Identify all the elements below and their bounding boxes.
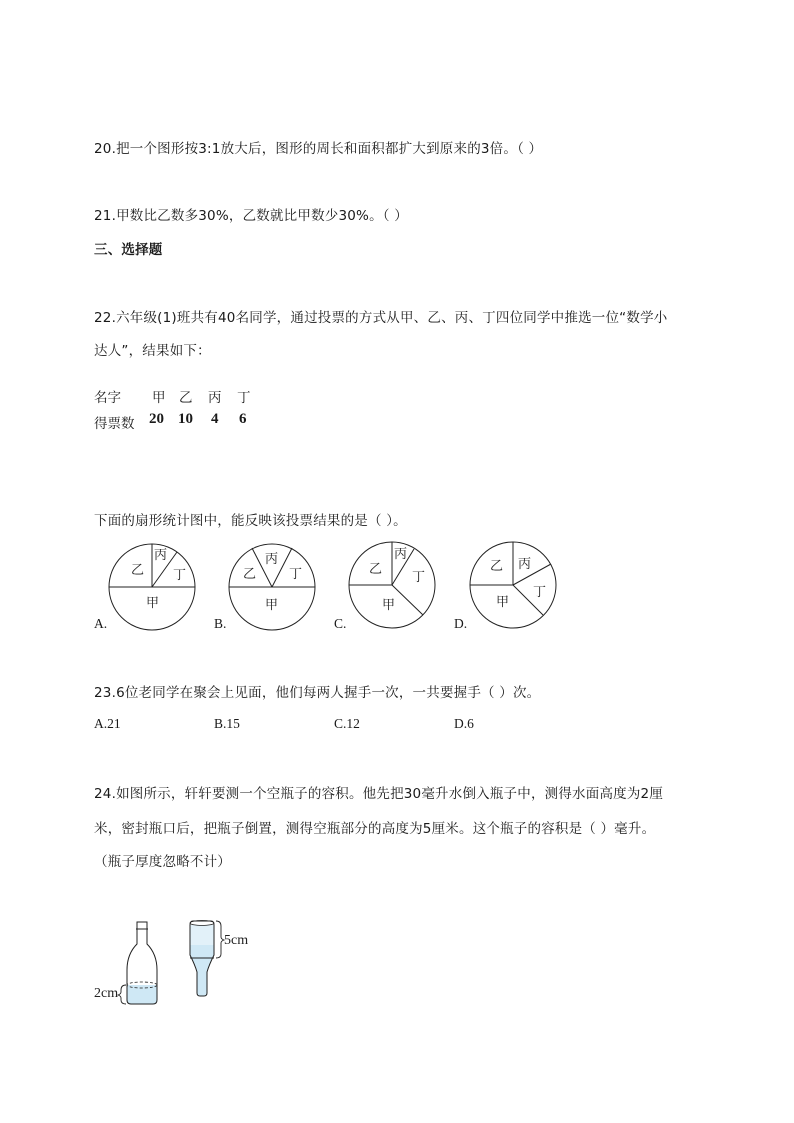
pie-c-label-bing: 丙 [394,547,408,562]
pie-d-label-bing: 丙 [518,557,532,572]
pie-c-label-ding: 丁 [412,570,426,585]
question-23: 23.6位老同学在聚会上见面，他们每两人握手一次，一共要握手（ ）次。 [94,685,541,701]
pie-option-a-label: A. [94,616,108,631]
question-24-line1: 24.如图所示，轩轩要测一个空瓶子的容积。他先把30毫升水倒入瓶子中，测得水面高度为2厘 [94,786,664,802]
bottle-diagram [0,910,794,1020]
table-header-jia: 甲 [152,390,166,406]
pie-option-d-label: D. [454,616,468,631]
pie-b-label-bing: 丙 [265,552,279,567]
bottle-inverted-air [190,925,214,945]
brace-2cm [118,985,126,1004]
table-votes-yi: 10 [178,411,193,427]
pie-b-label-jia: 甲 [265,598,279,613]
pie-b-label-yi: 乙 [243,567,257,582]
label-5cm: 5cm [224,933,249,948]
section-heading-choice: 三、选择题 [94,242,163,258]
pie-option-c-label: C. [334,616,347,631]
question-22-line2: 达人”，结果如下： [94,343,211,359]
table-header-ding: 丁 [237,390,251,406]
pie-a-label-ding: 丁 [173,568,187,583]
table-votes-jia: 20 [149,411,164,427]
table-votes-label: 得票数 [94,416,135,432]
pie-d-label-ding: 丁 [533,585,547,600]
pie-chart-options [0,540,794,640]
pie-option-a [109,544,195,630]
pie-a-label-bing: 丙 [154,548,168,563]
pie-option-c [349,542,435,628]
question-22-prompt: 下面的扇形统计图中，能反映该投票结果的是（ ）。 [94,513,407,529]
table-votes-bing: 4 [211,411,219,427]
question-22-line1: 22.六年级(1)班共有40名同学，通过投票的方式从甲、乙、丙、丁四位同学中推选一位“数学小 [94,310,668,326]
bottle-inverted-water [190,945,214,996]
pie-d-label-yi: 乙 [490,559,504,574]
table-header-yi: 乙 [179,390,193,406]
pie-c-label-yi: 乙 [369,562,383,577]
question-20: 20.把一个图形按3:1放大后，图形的周长和面积都扩大到原来的3倍。（ ） [94,141,543,157]
pie-d-label-jia: 甲 [496,595,510,610]
table-header-bing: 丙 [208,390,222,406]
question-24-line3: （瓶子厚度忽略不计） [94,854,231,870]
question-24-line2: 米，密封瓶口后，把瓶子倒置，测得空瓶部分的高度为5厘米。这个瓶子的容积是（ ）毫升。 [94,821,656,837]
q23-option-d: D.6 [454,716,474,731]
table-votes-ding: 6 [239,411,247,427]
question-21: 21.甲数比乙数多30%，乙数就比甲数少30%。（ ） [94,208,408,224]
q23-option-a: A.21 [94,716,121,731]
table-header-name: 名字 [94,390,121,406]
q23-option-c: C.12 [334,716,360,731]
brace-5cm [216,921,224,958]
pie-c-label-jia: 甲 [382,598,396,613]
q23-option-b: B.15 [214,716,240,731]
pie-a-label-jia: 甲 [146,596,160,611]
pie-a-label-yi: 乙 [131,563,145,578]
pie-b-label-ding: 丁 [289,567,303,582]
pie-option-b-label: B. [214,616,227,631]
label-2cm: 2cm [94,986,119,1001]
